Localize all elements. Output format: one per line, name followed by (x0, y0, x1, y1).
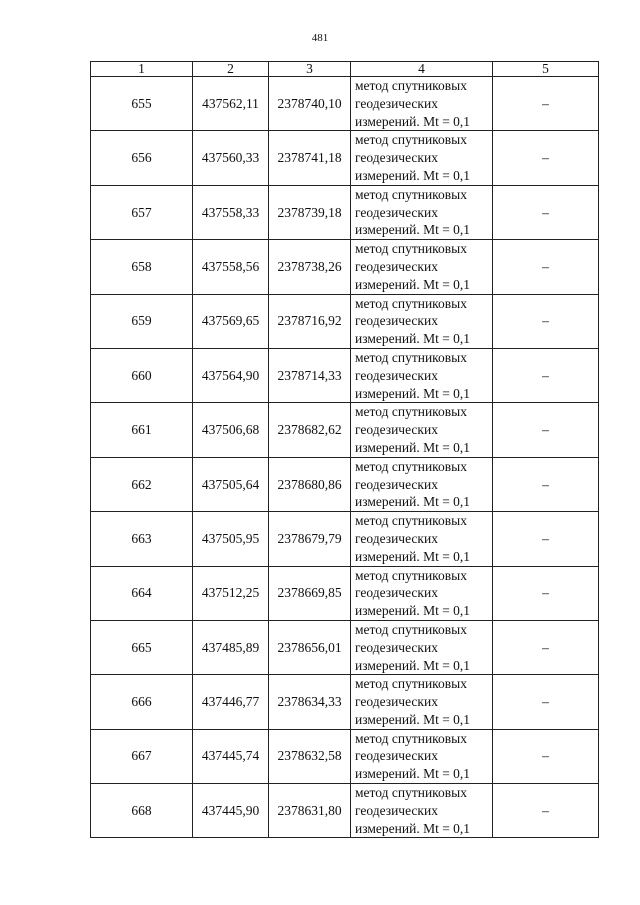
y-coordinate-cell: 2378656,01 (269, 620, 351, 674)
point-number-cell: 655 (91, 77, 193, 131)
method-line: измерений. Mt = 0,1 (355, 222, 471, 238)
x-coordinate-cell: 437446,77 (193, 675, 269, 729)
method-line: метод спутниковых (355, 186, 467, 202)
y-coordinate-cell: 2378632,58 (269, 729, 351, 783)
note-cell: – (493, 675, 599, 729)
method-line: геодезических (355, 476, 438, 492)
method-cell (351, 131, 493, 185)
method-line: геодезических (355, 530, 438, 546)
point-number-cell: 660 (91, 348, 193, 402)
point-number-cell: 664 (91, 566, 193, 620)
method-line: метод спутниковых (355, 676, 467, 692)
point-number-cell: 659 (91, 294, 193, 348)
column-header-1: 1 (91, 62, 193, 77)
x-coordinate-cell: 437445,74 (193, 729, 269, 783)
method-line: метод спутниковых (355, 404, 467, 420)
method-line: геодезических (355, 204, 438, 220)
x-coordinate-cell: 437569,65 (193, 294, 269, 348)
y-coordinate-cell: 2378739,18 (269, 185, 351, 239)
method-line: метод спутниковых (355, 132, 467, 148)
note-cell: – (493, 729, 599, 783)
y-coordinate-cell: 2378679,79 (269, 512, 351, 566)
point-number-cell: 658 (91, 240, 193, 294)
table-row (91, 566, 599, 620)
note-cell: – (493, 457, 599, 511)
y-coordinate-cell: 2378738,26 (269, 240, 351, 294)
note-cell: – (493, 348, 599, 402)
method-line: измерений. Mt = 0,1 (355, 820, 471, 836)
method-line: геодезических (355, 367, 438, 383)
x-coordinate-cell: 437564,90 (193, 348, 269, 402)
y-coordinate-cell: 2378631,80 (269, 784, 351, 838)
method-line: измерений. Mt = 0,1 (355, 331, 471, 347)
table-row (91, 675, 599, 729)
method-cell (351, 675, 493, 729)
method-line: измерений. Mt = 0,1 (355, 385, 471, 401)
method-line: метод спутниковых (355, 513, 467, 529)
point-number-cell: 668 (91, 784, 193, 838)
table-row (91, 131, 599, 185)
note-cell: – (493, 784, 599, 838)
point-number-cell: 663 (91, 512, 193, 566)
x-coordinate-cell: 437485,89 (193, 620, 269, 674)
method-line: геодезических (355, 639, 438, 655)
method-cell (351, 348, 493, 402)
note-cell: – (493, 240, 599, 294)
x-coordinate-cell: 437560,33 (193, 131, 269, 185)
method-cell (351, 185, 493, 239)
method-cell (351, 457, 493, 511)
method-line: метод спутниковых (355, 241, 467, 257)
method-line: измерений. Mt = 0,1 (355, 439, 471, 455)
y-coordinate-cell: 2378680,86 (269, 457, 351, 511)
method-line: геодезических (355, 585, 438, 601)
table-row (91, 185, 599, 239)
method-line: измерений. Mt = 0,1 (355, 711, 471, 727)
point-number-cell: 661 (91, 403, 193, 457)
x-coordinate-cell: 437445,90 (193, 784, 269, 838)
y-coordinate-cell: 2378682,62 (269, 403, 351, 457)
table-row (91, 403, 599, 457)
method-line: измерений. Mt = 0,1 (355, 494, 471, 510)
table-body (91, 77, 599, 838)
method-line: измерений. Mt = 0,1 (355, 657, 471, 673)
x-coordinate-cell: 437562,11 (193, 77, 269, 131)
column-header-4: 4 (351, 62, 493, 77)
table-row (91, 240, 599, 294)
method-cell (351, 729, 493, 783)
method-line: измерений. Mt = 0,1 (355, 276, 471, 292)
x-coordinate-cell: 437512,25 (193, 566, 269, 620)
y-coordinate-cell: 2378669,85 (269, 566, 351, 620)
note-cell: – (493, 294, 599, 348)
method-cell (351, 512, 493, 566)
note-cell: – (493, 77, 599, 131)
point-number-cell: 656 (91, 131, 193, 185)
point-number-cell: 657 (91, 185, 193, 239)
column-header-5: 5 (493, 62, 599, 77)
method-cell (351, 240, 493, 294)
method-cell (351, 77, 493, 131)
y-coordinate-cell: 2378741,18 (269, 131, 351, 185)
method-line: измерений. Mt = 0,1 (355, 766, 471, 782)
column-header-3: 3 (269, 62, 351, 77)
point-number-cell: 662 (91, 457, 193, 511)
x-coordinate-cell: 437505,95 (193, 512, 269, 566)
x-coordinate-cell: 437558,56 (193, 240, 269, 294)
table-row (91, 512, 599, 566)
y-coordinate-cell: 2378716,92 (269, 294, 351, 348)
note-cell: – (493, 620, 599, 674)
column-header-2: 2 (193, 62, 269, 77)
x-coordinate-cell: 437505,64 (193, 457, 269, 511)
method-line: измерений. Mt = 0,1 (355, 167, 471, 183)
method-line: геодезических (355, 694, 438, 710)
y-coordinate-cell: 2378634,33 (269, 675, 351, 729)
method-cell (351, 566, 493, 620)
page-number: 481 (311, 32, 329, 44)
note-cell: – (493, 566, 599, 620)
y-coordinate-cell: 2378740,10 (269, 77, 351, 131)
method-cell (351, 294, 493, 348)
method-line: метод спутниковых (355, 785, 467, 801)
point-number-cell: 667 (91, 729, 193, 783)
y-coordinate-cell: 2378714,33 (269, 348, 351, 402)
method-line: геодезических (355, 748, 438, 764)
point-number-cell: 665 (91, 620, 193, 674)
note-cell: – (493, 185, 599, 239)
method-line: геодезических (355, 802, 438, 818)
note-cell: – (493, 403, 599, 457)
method-line: измерений. Mt = 0,1 (355, 113, 471, 129)
note-cell: – (493, 131, 599, 185)
table-row (91, 348, 599, 402)
x-coordinate-cell: 437506,68 (193, 403, 269, 457)
table-header-row (91, 62, 599, 77)
method-line: метод спутниковых (355, 458, 467, 474)
method-line: геодезических (355, 313, 438, 329)
x-coordinate-cell: 437558,33 (193, 185, 269, 239)
method-line: геодезических (355, 258, 438, 274)
table-row (91, 457, 599, 511)
method-cell (351, 620, 493, 674)
method-cell (351, 784, 493, 838)
method-line: геодезических (355, 95, 438, 111)
method-line: метод спутниковых (355, 78, 467, 93)
method-line: измерений. Mt = 0,1 (355, 548, 471, 564)
note-cell: – (493, 512, 599, 566)
table-row (91, 620, 599, 674)
method-line: геодезических (355, 422, 438, 438)
table-row (91, 294, 599, 348)
method-line: метод спутниковых (355, 567, 467, 583)
method-line: метод спутниковых (355, 295, 467, 311)
table-row (91, 729, 599, 783)
method-line: измерений. Mt = 0,1 (355, 603, 471, 619)
method-line: метод спутниковых (355, 621, 467, 637)
method-line: метод спутниковых (355, 730, 467, 746)
method-line: геодезических (355, 150, 438, 166)
method-cell (351, 403, 493, 457)
method-line: метод спутниковых (355, 349, 467, 365)
table-row (91, 77, 599, 131)
point-number-cell: 666 (91, 675, 193, 729)
coordinates-table (90, 61, 599, 838)
table-row (91, 784, 599, 838)
